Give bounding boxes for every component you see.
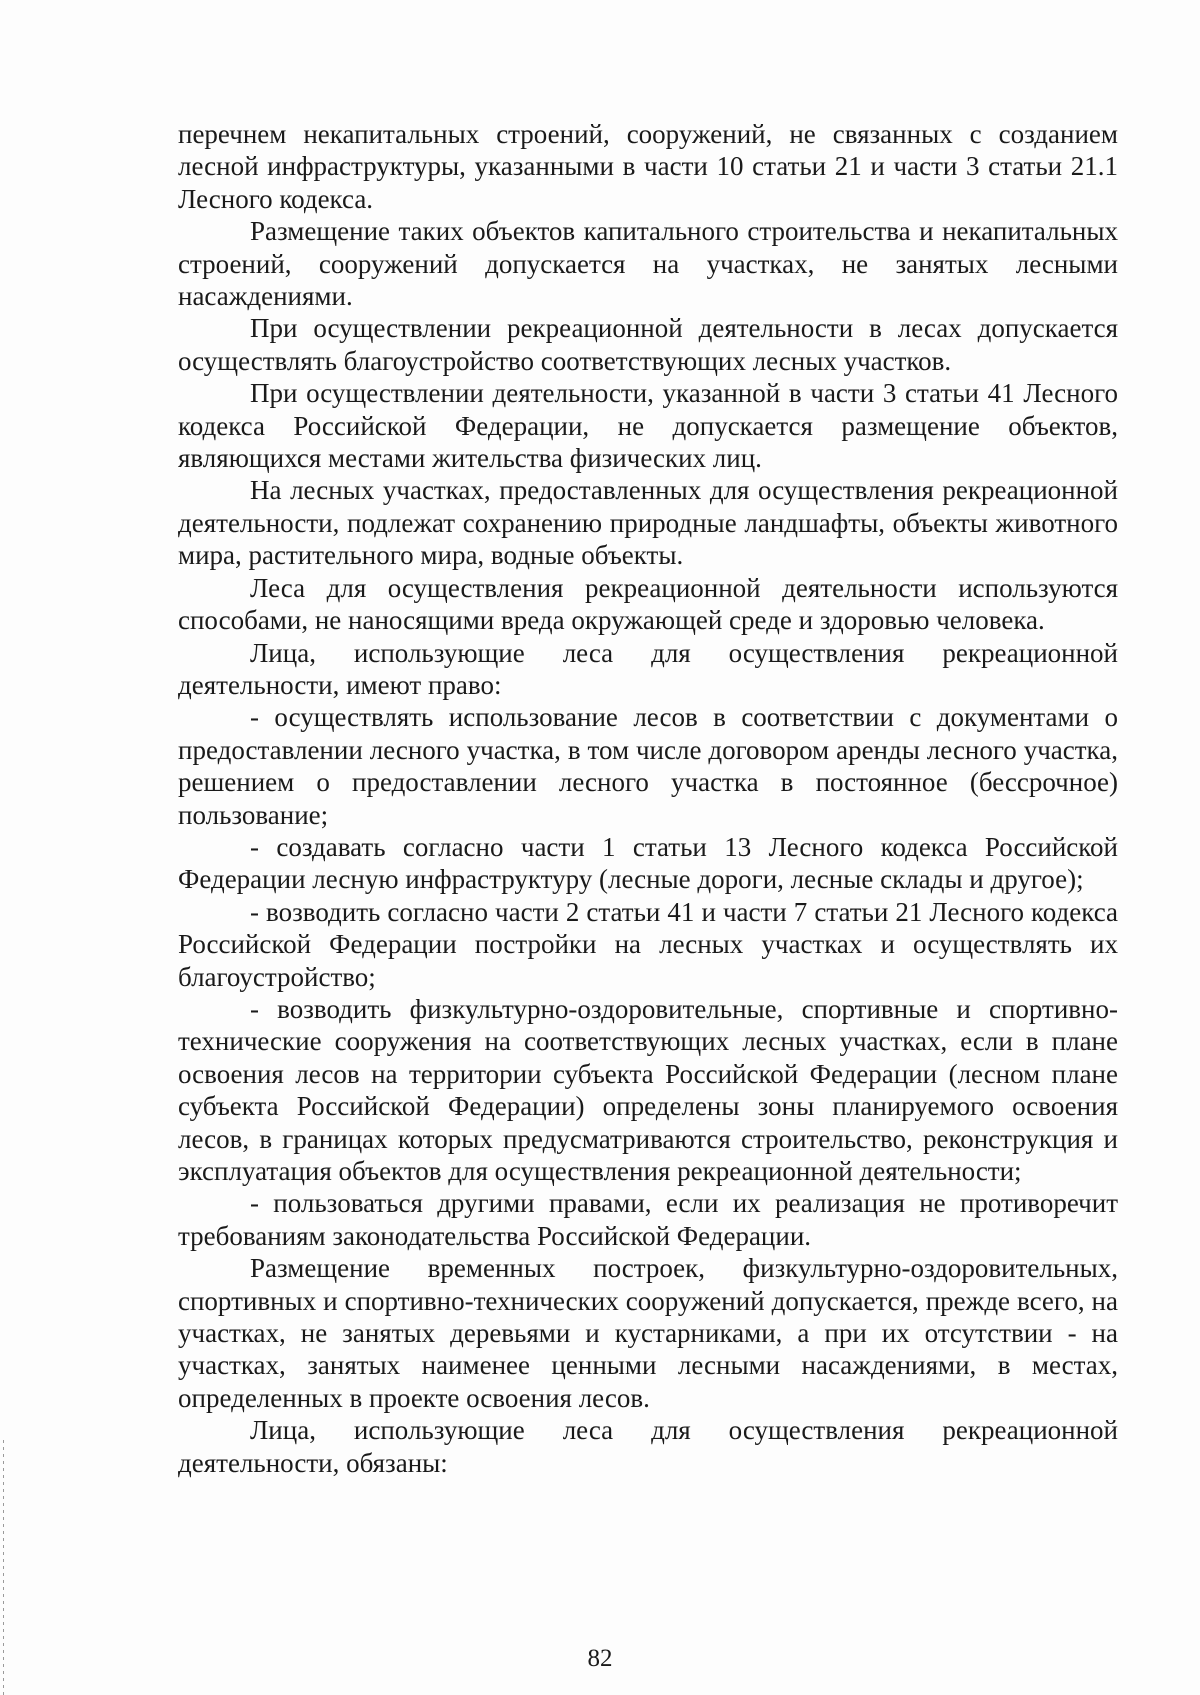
paragraph-residence-prohibition: При осуществлении деятельности, указанной в части 3 статьи 41 Лесного кодекса Российской Федерации, не допускается размещение объектов, являющихся местами жительства физических лиц. (178, 378, 1118, 474)
document-body (178, 118, 1118, 1479)
paragraph-continuation: перечнем некапитальных строений, сооружений, не связанных с созданием лесной инфраструктуры, указанными в части 10 статьи 21 и части 3 статьи 21.1 Лесного кодекса. (178, 119, 1118, 214)
list-item-right-sports-facilities: - возводить физкультурно-оздоровительные, спортивные и спортивно-технические сооружения на соответствующих лесных участках, если в плане освоения лесов на территории субъекта Российской Федерации (лесном плане субъекта Российской Федерации) определены зоны планируемого освоения лесов, в границах которых предусматриваются строительство, реконструкция и эксплуатация объектов для осуществления рекреационной деятельности; (178, 993, 1118, 1186)
paragraph-temporary-buildings: Размещение временных построек, физкультурно-оздоровительных, спортивных и спортивно-технических сооружений допускается, прежде всего, на участках, не занятых деревьями и кустарниками, а при их отсутствии - на участках, занятых наименее ценными лесными насаждениями, в местах, определенных в проекте освоения лесов. (178, 1253, 1118, 1413)
list-item-right-other: - пользоваться другими правами, если их реализация не противоречит требованиям законодательства Российской Федерации. (178, 1188, 1118, 1251)
paragraph-rights-intro: Лица, использующие леса для осуществления рекреационной деятельности, имеют право: (178, 637, 1118, 700)
paragraph-preservation: На лесных участках, предоставленных для осуществления рекреационной деятельности, подлежат сохранению природные ландшафты, объекты животного мира, растительного мира, водные объекты. (178, 475, 1118, 571)
page-number: 82 (587, 1645, 613, 1672)
paragraph-landscaping: При осуществлении рекреационной деятельности в лесах допускается осуществлять благоустройство соответствующих лесных участков. (178, 313, 1118, 376)
paragraph-obligations-intro: Лица, использующие леса для осуществления рекреационной деятельности, обязаны: (178, 1415, 1118, 1478)
paragraph-placement-restriction: Размещение таких объектов капитального строительства и некапитальных строений, сооружений допускается на участках, не занятых лесными насаждениями. (178, 216, 1118, 312)
paragraph-usage-methods: Леса для осуществления рекреационной деятельности используются способами, не наносящими вреда окружающей среде и здоровью человека. (178, 572, 1118, 636)
list-item-right-construction: - возводить согласно части 2 статьи 41 и части 7 статьи 21 Лесного кодекса Российской Федерации постройки на лесных участках и осуществлять их благоустройство; (178, 896, 1118, 992)
list-item-right-infrastructure: - создавать согласно части 1 статьи 13 Лесного кодекса Российской Федерации лесную инфраструктуру (лесные дороги, лесные склады и другое); (178, 831, 1118, 895)
list-item-right-use: - осуществлять использование лесов в соответствии с документами о предоставлении лесного участка, в том числе договором аренды лесного участка, решением о предоставлении лесного участка в постоянное (бессрочное) пользование; (178, 702, 1118, 830)
